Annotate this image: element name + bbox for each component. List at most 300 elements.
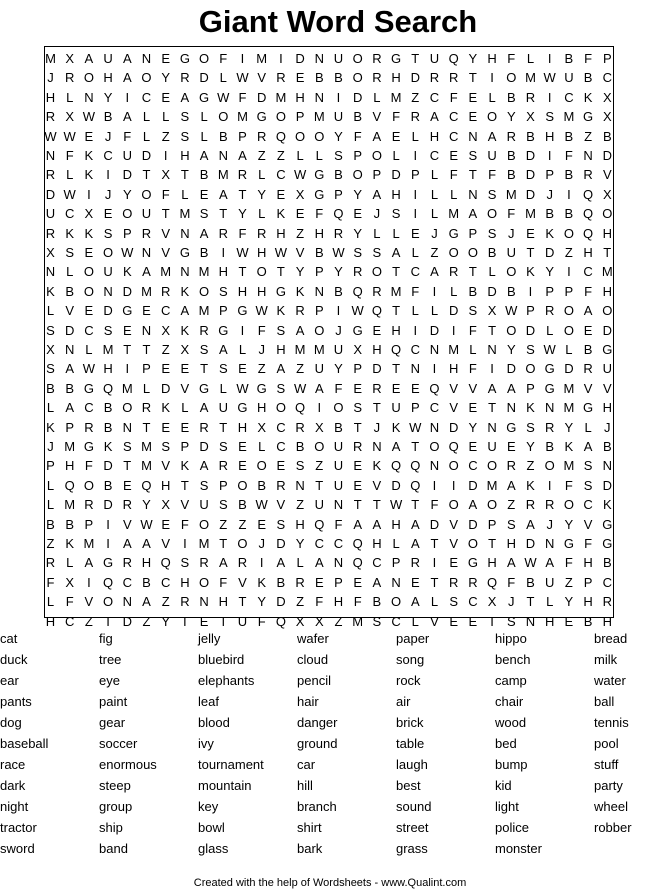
grid-letter: K xyxy=(276,303,286,319)
grid-letter: W xyxy=(255,497,268,513)
grid-letter: F xyxy=(564,555,573,571)
grid-letter: R xyxy=(544,303,555,319)
grid-letter: E xyxy=(161,51,171,66)
grid-letter: L xyxy=(296,555,304,571)
grid-letter: K xyxy=(180,283,190,299)
grid-letter: P xyxy=(295,109,305,125)
grid-letter: O xyxy=(448,497,459,513)
grid-letter: I xyxy=(336,303,341,319)
grid-letter: T xyxy=(276,264,285,280)
grid-letter: S xyxy=(218,497,228,513)
grid-letter: F xyxy=(123,128,132,144)
word-list-item: shirt xyxy=(297,820,322,835)
grid-letter: T xyxy=(411,51,420,66)
grid-letter: L xyxy=(411,245,419,260)
grid-letter: K xyxy=(257,574,267,590)
grid-letter: E xyxy=(122,322,132,338)
grid-letter: Z xyxy=(507,497,516,513)
grid-letter: N xyxy=(314,89,324,105)
grid-letter: G xyxy=(602,516,613,532)
grid-letter: C xyxy=(429,148,440,163)
grid-letter: O xyxy=(563,497,574,513)
grid-letter: T xyxy=(526,245,535,260)
grid-letter: F xyxy=(353,128,362,144)
grid-letter: S xyxy=(449,594,459,610)
grid-letter: F xyxy=(353,594,362,610)
grid-letter: C xyxy=(468,594,478,610)
grid-letter: X xyxy=(602,186,612,202)
grid-letter: F xyxy=(468,322,477,338)
grid-letter: X xyxy=(487,594,497,610)
grid-letter: P xyxy=(314,303,324,319)
grid-letter: R xyxy=(180,70,190,86)
grid-row xyxy=(45,515,613,534)
grid-letter: N xyxy=(333,497,344,513)
grid-letter: B xyxy=(506,89,516,105)
grid-letter: M xyxy=(45,51,56,66)
grid-letter: B xyxy=(526,574,535,590)
grid-letter: E xyxy=(295,206,305,222)
grid-letter: A xyxy=(410,536,420,551)
grid-row xyxy=(45,224,613,243)
grid-letter: R xyxy=(256,225,267,241)
grid-letter: W xyxy=(63,186,76,202)
grid-letter: R xyxy=(141,225,152,241)
word-list-item: paper xyxy=(396,631,430,646)
grid-letter: Z xyxy=(296,497,305,513)
word-list-item: danger xyxy=(297,715,338,730)
grid-letter: A xyxy=(65,361,75,377)
grid-letter: X xyxy=(257,419,267,435)
grid-letter: L xyxy=(430,594,439,610)
grid-letter: I xyxy=(528,283,533,299)
grid-letter: U xyxy=(333,109,344,125)
grid-letter: N xyxy=(64,342,75,357)
grid-letter: E xyxy=(84,303,94,319)
grid-letter: O xyxy=(199,283,210,299)
grid-letter: L xyxy=(66,89,74,105)
grid-letter: W xyxy=(524,555,537,571)
grid-letter: Q xyxy=(352,283,363,299)
grid-letter: P xyxy=(218,477,228,493)
grid-letter: E xyxy=(238,439,247,454)
grid-letter: S xyxy=(65,245,75,260)
grid-letter: C xyxy=(429,89,440,105)
grid-letter: E xyxy=(449,148,459,163)
grid-letter: A xyxy=(199,148,209,163)
grid-letter: O xyxy=(141,70,152,86)
grid-letter: X xyxy=(602,109,612,125)
grid-letter: D xyxy=(564,361,574,377)
grid-letter: I xyxy=(259,555,264,571)
grid-letter: K xyxy=(180,458,190,474)
grid-letter: M xyxy=(198,303,210,319)
grid-letter: R xyxy=(45,225,56,241)
grid-letter: B xyxy=(103,109,113,125)
grid-letter: A xyxy=(142,594,151,610)
grid-letter: O xyxy=(237,477,248,493)
grid-letter: U xyxy=(429,51,440,66)
grid-letter: I xyxy=(125,361,130,377)
grid-letter: D xyxy=(391,167,401,183)
grid-letter: O xyxy=(314,439,325,454)
grid-letter: G xyxy=(237,303,248,319)
grid-letter: D xyxy=(45,186,56,202)
grid-letter: G xyxy=(391,51,402,66)
grid-letter: Y xyxy=(468,51,478,66)
grid-letter: L xyxy=(46,594,55,610)
grid-letter: G xyxy=(199,89,210,105)
grid-letter: S xyxy=(545,109,555,125)
grid-letter: D xyxy=(122,283,132,299)
grid-letter: I xyxy=(106,516,110,532)
grid-letter: R xyxy=(525,89,536,105)
grid-letter: R xyxy=(218,458,228,474)
grid-letter: W xyxy=(543,70,556,86)
grid-letter: T xyxy=(603,245,612,260)
grid-letter: U xyxy=(314,497,324,513)
grid-letter: L xyxy=(162,109,170,125)
grid-letter: M xyxy=(160,264,172,280)
grid-letter: T xyxy=(392,264,401,280)
grid-letter: M xyxy=(563,400,575,416)
grid-letter: S xyxy=(506,516,516,532)
grid-letter: D xyxy=(525,167,536,183)
grid-row xyxy=(45,282,613,301)
grid-letter: Z xyxy=(46,536,55,551)
grid-letter: C xyxy=(333,536,344,551)
grid-letter: A xyxy=(180,303,190,319)
word-list-item: tournament xyxy=(198,757,264,772)
grid-letter: X xyxy=(526,109,535,125)
grid-letter: R xyxy=(84,497,94,513)
word-search-grid xyxy=(44,46,614,629)
grid-letter: Y xyxy=(526,439,535,454)
grid-letter: A xyxy=(276,361,286,377)
grid-letter: O xyxy=(563,322,574,338)
grid-letter: R xyxy=(160,283,171,299)
grid-letter: E xyxy=(506,439,516,454)
grid-letter: C xyxy=(372,555,382,571)
grid-letter: S xyxy=(103,225,113,241)
grid-letter: B xyxy=(314,70,324,86)
word-list-item: elephants xyxy=(198,673,255,688)
grid-letter: L xyxy=(46,303,55,319)
grid-letter: O xyxy=(275,109,286,125)
grid-row xyxy=(45,418,613,437)
grid-letter: E xyxy=(161,89,171,105)
grid-letter: P xyxy=(180,439,190,454)
grid-letter: R xyxy=(295,303,305,319)
grid-letter: C xyxy=(64,613,75,629)
word-list-item: race xyxy=(0,757,26,772)
grid-letter: D xyxy=(391,477,401,493)
grid-letter: D xyxy=(276,594,286,610)
grid-letter: E xyxy=(238,458,247,474)
grid-letter: L xyxy=(430,206,439,222)
grid-letter: C xyxy=(103,148,113,163)
grid-letter: V xyxy=(84,594,94,610)
grid-letter: X xyxy=(84,206,94,222)
grid-letter: Z xyxy=(238,516,247,532)
grid-letter: S xyxy=(218,361,228,377)
grid-letter: L xyxy=(142,109,151,125)
grid-letter: Q xyxy=(64,477,75,493)
word-list-item: police xyxy=(495,820,529,835)
grid-letter: O xyxy=(506,322,517,338)
grid-letter: T xyxy=(200,361,209,377)
word-list-item: party xyxy=(594,778,623,793)
grid-letter: C xyxy=(468,458,478,474)
grid-letter: Z xyxy=(276,148,285,163)
grid-letter: I xyxy=(547,148,552,163)
grid-letter: Y xyxy=(564,516,574,532)
grid-letter: E xyxy=(295,70,305,86)
grid-letter: Q xyxy=(103,380,114,396)
word-list-item: kid xyxy=(495,778,512,793)
grid-letter: I xyxy=(432,477,437,493)
grid-letter: Q xyxy=(352,555,363,571)
grid-letter: Y xyxy=(103,89,113,105)
grid-letter: E xyxy=(276,458,286,474)
grid-letter: H xyxy=(237,283,248,299)
grid-letter: H xyxy=(141,555,152,571)
grid-row xyxy=(45,301,613,320)
grid-letter: D xyxy=(122,167,132,183)
word-list-item: bowl xyxy=(198,820,225,835)
grid-letter: K xyxy=(526,477,535,493)
grid-letter: B xyxy=(218,128,228,144)
grid-letter: L xyxy=(219,70,227,86)
grid-letter: E xyxy=(161,516,171,532)
grid-letter: Q xyxy=(429,380,440,396)
grid-letter: Z xyxy=(219,516,228,532)
grid-letter: S xyxy=(353,245,363,260)
word-list-item: song xyxy=(396,652,425,667)
grid-letter: W xyxy=(82,361,96,377)
grid-letter: E xyxy=(564,613,574,629)
word-list-item: pencil xyxy=(297,673,331,688)
grid-letter: G xyxy=(583,400,594,416)
grid-letter: B xyxy=(334,419,343,435)
grid-letter: J xyxy=(258,342,265,357)
word-list-item: sound xyxy=(396,799,432,814)
grid-letter: R xyxy=(410,109,420,125)
grid-letter: S xyxy=(180,555,190,571)
grid-letter: V xyxy=(583,516,593,532)
grid-letter: O xyxy=(199,516,210,532)
grid-row xyxy=(45,107,613,126)
grid-letter: J xyxy=(47,70,54,86)
grid-letter: K xyxy=(602,497,612,513)
grid-letter: N xyxy=(429,419,440,435)
grid-letter: T xyxy=(468,70,477,86)
grid-letter: R xyxy=(276,70,286,86)
grid-letter: V xyxy=(449,516,459,532)
grid-letter: T xyxy=(430,574,439,590)
grid-letter: J xyxy=(546,516,553,532)
grid-letter: R xyxy=(468,574,478,590)
grid-letter: P xyxy=(353,148,363,163)
grid-letter: S xyxy=(180,128,190,144)
grid-letter: G xyxy=(352,322,363,338)
grid-letter: G xyxy=(314,186,325,202)
grid-letter: M xyxy=(275,89,287,105)
grid-letter: U xyxy=(487,439,497,454)
grid-letter: Q xyxy=(410,458,421,474)
grid-letter: L xyxy=(411,303,419,319)
grid-letter: O xyxy=(467,245,478,260)
grid-row xyxy=(45,379,613,398)
grid-letter: V xyxy=(602,167,612,183)
grid-letter: C xyxy=(276,419,286,435)
grid-letter: O xyxy=(371,148,382,163)
grid-letter: P xyxy=(238,128,247,144)
grid-letter: K xyxy=(84,225,94,241)
grid-letter: M xyxy=(141,283,152,299)
word-list-item: cat xyxy=(0,631,18,646)
grid-letter: J xyxy=(258,536,265,551)
grid-letter: V xyxy=(180,380,190,396)
grid-letter: U xyxy=(333,458,344,474)
grid-letter: D xyxy=(103,497,113,513)
grid-letter: J xyxy=(373,206,381,222)
grid-letter: K xyxy=(103,439,113,454)
word-list-item: group xyxy=(99,799,133,814)
grid-letter: H xyxy=(276,342,286,357)
grid-letter: V xyxy=(449,536,459,551)
grid-letter: M xyxy=(217,167,229,183)
word-list-item: ground xyxy=(297,736,338,751)
grid-letter: O xyxy=(352,70,363,86)
grid-letter: R xyxy=(141,400,152,416)
grid-letter: T xyxy=(488,400,497,416)
grid-letter: N xyxy=(487,342,497,357)
grid-letter: V xyxy=(295,245,305,260)
grid-letter: U xyxy=(333,477,344,493)
grid-letter: N xyxy=(429,458,440,474)
grid-letter: N xyxy=(122,419,132,435)
grid-letter: O xyxy=(83,283,94,299)
grid-letter: E xyxy=(372,322,382,338)
grid-letter: K xyxy=(372,458,382,474)
grid-letter: P xyxy=(334,186,343,202)
grid-letter: R xyxy=(237,167,248,183)
grid-letter: S xyxy=(487,225,497,241)
grid-letter: O xyxy=(83,477,94,493)
grid-letter: H xyxy=(45,613,56,629)
grid-letter: P xyxy=(526,380,535,396)
grid-letter: E xyxy=(103,206,113,222)
grid-letter: R xyxy=(352,439,363,454)
grid-letter: P xyxy=(391,555,401,571)
grid-letter: B xyxy=(238,497,247,513)
grid-letter: A xyxy=(372,186,382,202)
grid-letter: V xyxy=(122,516,132,532)
grid-letter: G xyxy=(199,380,210,396)
grid-letter: U xyxy=(333,439,344,454)
grid-letter: M xyxy=(525,70,536,86)
grid-letter: A xyxy=(65,400,75,416)
grid-letter: C xyxy=(602,70,612,86)
grid-row xyxy=(45,243,613,262)
grid-letter: L xyxy=(373,225,381,241)
grid-letter: R xyxy=(333,225,344,241)
grid-letter: D xyxy=(64,322,75,338)
grid-letter: Z xyxy=(584,128,593,144)
word-list-item: chair xyxy=(495,694,524,709)
grid-letter: X xyxy=(65,51,75,66)
grid-letter: V xyxy=(430,613,439,629)
grid-letter: A xyxy=(199,458,209,474)
grid-row xyxy=(45,553,613,572)
grid-letter: D xyxy=(429,516,440,532)
grid-letter: R xyxy=(295,419,305,435)
grid-letter: I xyxy=(106,536,110,551)
grid-letter: H xyxy=(160,477,171,493)
grid-letter: O xyxy=(314,128,325,144)
grid-letter: I xyxy=(183,536,187,551)
grid-letter: R xyxy=(295,574,305,590)
grid-letter: H xyxy=(372,342,382,357)
word-list-item: air xyxy=(396,694,411,709)
grid-letter: L xyxy=(584,419,592,435)
grid-letter: B xyxy=(334,167,343,183)
grid-letter: T xyxy=(142,342,151,357)
grid-letter: E xyxy=(257,516,267,532)
grid-letter: A xyxy=(84,555,94,571)
grid-letter: F xyxy=(46,574,55,590)
grid-letter: Y xyxy=(506,109,516,125)
grid-letter: E xyxy=(84,128,94,144)
grid-letter: I xyxy=(413,186,418,202)
grid-letter: W xyxy=(236,380,249,396)
grid-letter: L xyxy=(296,148,304,163)
grid-letter: B xyxy=(583,70,593,86)
word-list-item: bench xyxy=(495,652,531,667)
grid-letter: L xyxy=(450,186,458,202)
grid-letter: H xyxy=(487,51,497,66)
grid-letter: L xyxy=(46,477,55,493)
grid-letter: R xyxy=(583,167,593,183)
grid-letter: R xyxy=(199,322,209,338)
grid-letter: C xyxy=(141,89,152,105)
grid-letter: F xyxy=(180,516,189,532)
grid-row xyxy=(45,456,613,475)
grid-letter: Q xyxy=(314,516,325,532)
grid-letter: L xyxy=(450,283,458,299)
grid-letter: I xyxy=(221,613,226,629)
grid-letter: F xyxy=(584,283,593,299)
grid-letter: Y xyxy=(122,186,132,202)
grid-letter: R xyxy=(352,264,363,280)
grid-letter: A xyxy=(142,536,151,551)
grid-letter: R xyxy=(199,419,209,435)
grid-letter: I xyxy=(451,322,456,338)
grid-letter: C xyxy=(84,322,94,338)
grid-letter: H xyxy=(180,148,190,163)
grid-letter: H xyxy=(429,128,440,144)
grid-letter: L xyxy=(411,613,419,629)
grid-letter: L xyxy=(469,342,477,357)
grid-letter: U xyxy=(602,361,612,377)
grid-letter: R xyxy=(276,477,286,493)
grid-letter: G xyxy=(103,555,114,571)
grid-letter: I xyxy=(432,555,437,571)
grid-letter: O xyxy=(352,51,363,66)
grid-letter: E xyxy=(353,206,363,222)
grid-letter: V xyxy=(583,380,593,396)
